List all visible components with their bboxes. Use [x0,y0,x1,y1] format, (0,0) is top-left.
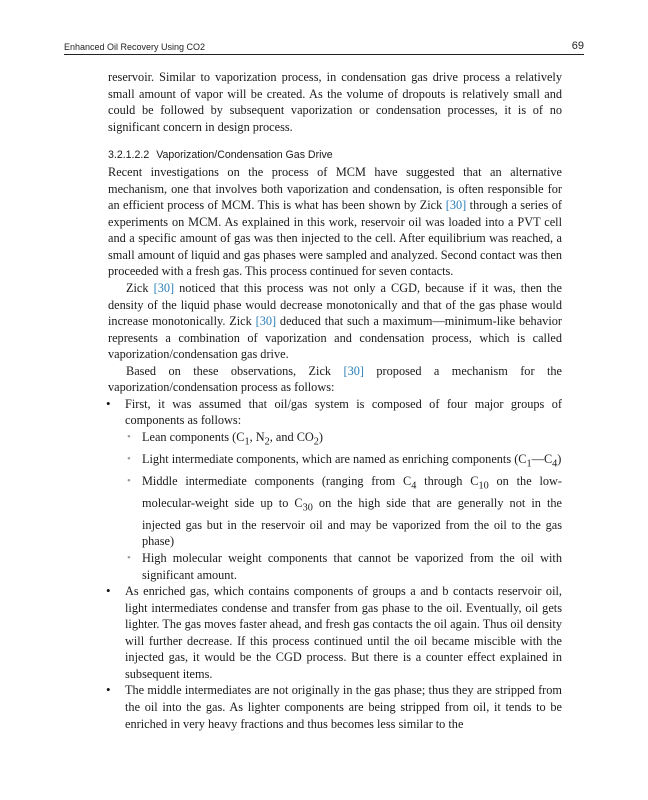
page-body [108,69,562,732]
sub3-text: through C [416,473,479,488]
para2-text-c: deduced that such a maximum—minimum-like behavior represents a combination of vaporization and condensation process, which is called vaporization/condensation gas drive. [108,314,562,362]
list-item [108,682,562,732]
paragraph-3 [108,363,562,396]
intro-paragraph: reservoir. Similar to vaporization process, in condensation gas drive process a relatively small amount of vapor will be created. As the volume of dropouts is relatively small and could be followed by subsequent vaporization or condensation processes, it is of no significant concern in design process. [108,70,562,134]
bullet-second-text: As enriched gas, which contains components of groups a and b contacts reservoir oil, light intermediates condense and transfer from gas phase to the oil. Eventually, oil gets lighter. The gas moves faster ahead, and fresh gas contacts the oil again. Thus oil density will further decrease. If this process continued until the oil became miscible with the injected gas, it would be the CGD process. But there is a counter effect explained in subsequent items. [125,584,562,681]
subscript: 1 [244,436,250,448]
sub3-text: Middle intermediate components (ranging from C [142,473,412,488]
page-number: 69 [571,40,584,52]
paragraph-1 [108,164,562,280]
component-groups-list [125,429,562,583]
sub1-text: ) [318,429,324,444]
running-header [64,38,584,54]
list-item [108,396,562,583]
sub-list-item [125,550,562,583]
subscript: 10 [478,480,489,492]
sub3-text: on the high side that are generally not in the injected gas but in the reservoir oil and may be vaporized from the oil to the gas phase) [142,495,562,549]
sub-list-item [125,429,562,451]
sub3-text: on the low-molecular-weight side up to C [142,473,562,510]
subscript: 2 [313,436,319,448]
sub1-text: , N [249,429,265,444]
header-rule [64,54,584,55]
para3-text-b: proposed a mechanism for the vaporization/condensation process as follows: [108,363,562,395]
sub2-text: —C [531,451,553,466]
sub4-text: High molecular weight components that cannot be vaporized from the oil with significant amount. [142,551,562,582]
sub2-text: ) [557,451,562,466]
bullet-first-text: First, it was assumed that oil/gas system is composed of four major groups of components as follows: [125,396,562,428]
para2-text-b: noticed that this process was not only a CGD, because if it was, then the density of the liquid phase would decrease monotonically and that of the gas phase would increase monotonically. Zick [108,281,562,329]
section-title: Vaporization/Condensation Gas Drive [156,149,333,162]
bullet-third-text: The middle intermediates are not originally in the gas phase; thus they are stripped from the oil into the gas. As lighter components are being stripped from oil, it tends to be enriched in very heavy fractions and thus becomes less similar to the [125,683,562,731]
subscript: 4 [552,458,558,470]
subscript: 2 [264,436,270,448]
subscript: 30 [302,502,313,514]
citation-link[interactable]: [30] [343,363,364,378]
para1-text-a: Recent investigations on the process of MCM have suggested that an alternative mechanism, one that involves both vaporization and condensation, is often responsible for an efficient process of MCM. This is what has been shown by Zick [108,165,562,213]
sub1-text: Lean components (C [142,429,245,444]
sub-list-item [125,451,562,473]
list-item [108,583,562,682]
para1-text-b: through a series of experiments on MCM. As explained in this work, reservoir oil was loaded into a PVT cell and a specific amount of gas was then injected to the cell. After equilibrium was reached, a small amount of liquid and gas phases were sampled and analyzed. Second contact was then proceeded with a fresh gas. This process continued for seven contacts. [108,198,562,279]
subscript: 1 [526,458,532,470]
citation-link[interactable]: [30] [255,314,277,329]
paragraph-2 [108,280,562,363]
sub2-text: Light intermediate components, which are named as enriching components (C [142,451,527,466]
section-heading [108,148,562,162]
citation-link[interactable]: [30] [153,281,175,296]
sub-list-item [125,473,562,550]
sub1-text: , and CO [269,429,314,444]
mechanism-list [108,396,562,732]
running-title: Enhanced Oil Recovery Using CO2 [64,42,206,52]
section-number: 3.2.1.2.2 [108,149,150,162]
para2-text-a: Zick [126,281,154,296]
citation-link[interactable]: [30] [445,198,467,213]
para3-text-a: Based on these observations, Zick [126,363,344,378]
subscript: 4 [411,480,417,492]
